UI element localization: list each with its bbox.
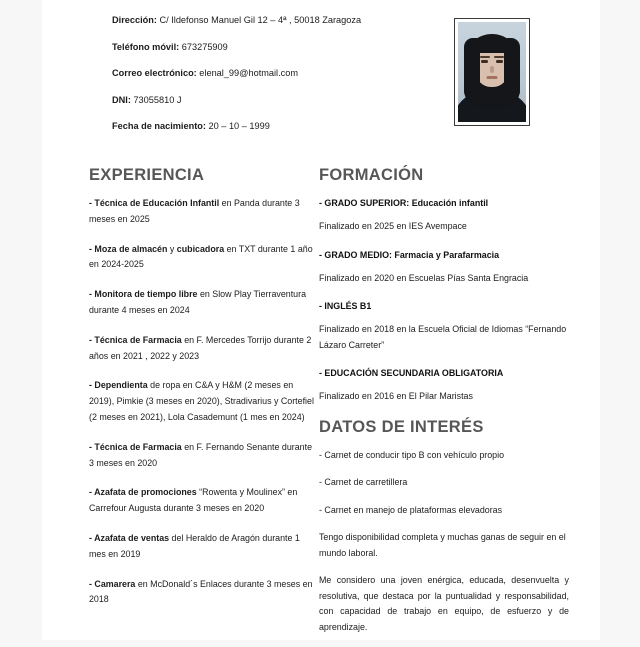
experience-detail: de ropa en C&A y H&M (2 meses en 2019), Pimkie (3 meses en 2020), Stradivarius y Cortefiel (2 meses en 2021), Lola Casademunt (1 mes en 2024) xyxy=(89,380,314,422)
photo-eye-left xyxy=(481,60,488,63)
interest-paragraph: Tengo disponibilidad completa y muchas ganas de seguir en el mundo laboral. xyxy=(319,532,566,558)
education-item-title: - GRADO MEDIO: Farmacia y Parafarmacia xyxy=(319,249,500,260)
education-item-title: - GRADO SUPERIOR: Educación infantil xyxy=(319,198,489,208)
contact-value-email: elenal_99@hotmail.com xyxy=(196,68,299,78)
experience-detail: en F. Mercedes Torrijo durante 2 años en 2021 , 2022 y 2023 xyxy=(89,334,312,361)
contact-field-fecha-nacimiento xyxy=(112,120,442,133)
experience-role: - Técnica de Farmacia xyxy=(89,334,182,345)
experience-item xyxy=(89,485,317,517)
profile-photo xyxy=(454,18,530,126)
interest-bullet: - Carnet de carretillera xyxy=(319,477,408,487)
education-item-title: - EDUCACIÓN SECUNDARIA OBLIGATORIA xyxy=(319,368,504,378)
education-item-title: - INGLÉS B1 xyxy=(319,301,372,311)
contact-field-dni xyxy=(112,94,442,107)
experience-item xyxy=(89,440,317,472)
experience-detail: en McDonald´s Enlaces durante 3 meses en 2018 xyxy=(89,578,313,605)
cv-page xyxy=(42,0,600,640)
experience-item xyxy=(89,196,317,228)
education-item-detail: Finalizado en 2025 en IES Avempace xyxy=(319,221,467,231)
contact-label-email: Correo electrónico: xyxy=(112,68,197,78)
experience-role: - Técnica de Farmacia xyxy=(89,441,182,452)
contact-value-telefono: 673275909 xyxy=(179,41,228,52)
experience-item xyxy=(89,577,317,609)
experience-detail: del Heraldo de Aragón durante 1 mes en 2019 xyxy=(89,532,300,559)
interest-paragraph: Me considero una joven enérgica, educada, desenvuelta y resolutiva, que destaca por la puntualidad y responsabilidad, con capacidad de trabajo en equipo, de esfuerzo y de aprendizaje. xyxy=(319,575,569,632)
contact-value-direccion: C/ Ildefonso Manuel Gil 12 – 4ª , 50018 Zaragoza xyxy=(156,15,362,25)
experience-detail: en F. Fernando Senante durante 3 meses en 2020 xyxy=(89,441,313,468)
experience-item xyxy=(89,287,317,319)
education-item-detail: Finalizado en 2020 en Escuelas Pías Santa Engracia xyxy=(319,272,529,283)
section-title-experiencia: EXPERIENCIA xyxy=(89,166,205,184)
experience-item xyxy=(89,531,317,563)
contact-label-telefono: Teléfono móvil: xyxy=(112,41,180,52)
experience-detail: en Slow Play Tierraventura durante 4 meses en 2024 xyxy=(89,289,307,315)
photo-mouth xyxy=(487,76,498,79)
education-item-detail: Finalizado en 2018 en la Escuela Oficial de Idiomas “Fernando Lázaro Carreter” xyxy=(319,324,567,350)
experience-role: - Azafata de promociones xyxy=(89,487,197,498)
experience-detail: “Rowenta y Moulinex” en Carrefour Augusta durante 3 meses en 2020 xyxy=(89,487,298,514)
contact-field-telefono xyxy=(112,41,442,54)
education-item-detail: Finalizado en 2016 en El Pilar Maristas xyxy=(319,391,473,401)
photo-hair-right xyxy=(504,38,520,100)
experience-role-secondary: cubicadora xyxy=(176,243,225,254)
photo-hair-left xyxy=(464,38,480,100)
experience-detail: en Panda durante 3 meses en 2025 xyxy=(89,198,300,224)
experience-role: - Técnica de Educación Infantil xyxy=(89,198,220,208)
experience-column xyxy=(89,166,317,622)
interest-bullet: - Carnet de conducir tipo B con vehículo propio xyxy=(319,449,505,460)
contact-field-email xyxy=(112,67,442,80)
contact-value-fecha-nacimiento: 20 – 10 – 1999 xyxy=(205,121,270,131)
experience-role: - Moza de almacén xyxy=(89,243,168,254)
experience-item xyxy=(89,333,317,365)
contact-field-direccion xyxy=(112,14,442,27)
contact-label-direccion: Dirección: xyxy=(112,15,157,25)
experience-role: - Dependienta xyxy=(89,380,148,391)
photo-nose xyxy=(490,66,494,73)
contact-label-fecha-nacimiento: Fecha de nacimiento: xyxy=(112,121,206,131)
profile-photo-image xyxy=(458,22,526,122)
experience-role: - Monitora de tiempo libre xyxy=(89,289,198,300)
photo-eyebrow-left xyxy=(480,56,490,58)
experience-conjunction: y xyxy=(167,243,177,254)
contact-label-dni: DNI: xyxy=(112,94,131,105)
section-title-formacion: FORMACIÓN xyxy=(319,166,424,184)
experience-role: - Azafata de ventas xyxy=(89,532,170,543)
photo-eye-right xyxy=(496,60,503,63)
photo-eyebrow-right xyxy=(494,56,504,58)
interest-bullet: - Carnet en manejo de plataformas elevadoras xyxy=(319,504,503,515)
contact-header xyxy=(112,14,442,147)
experience-item xyxy=(89,242,317,274)
education-column xyxy=(319,166,569,647)
experience-detail: en TXT durante 1 año en 2024-2025 xyxy=(89,243,313,270)
contact-value-dni: 73055810 J xyxy=(130,94,182,105)
experience-role: - Camarera xyxy=(89,578,136,589)
experience-item xyxy=(89,378,317,425)
section-title-datos-interes: DATOS DE INTERÉS xyxy=(319,417,484,436)
